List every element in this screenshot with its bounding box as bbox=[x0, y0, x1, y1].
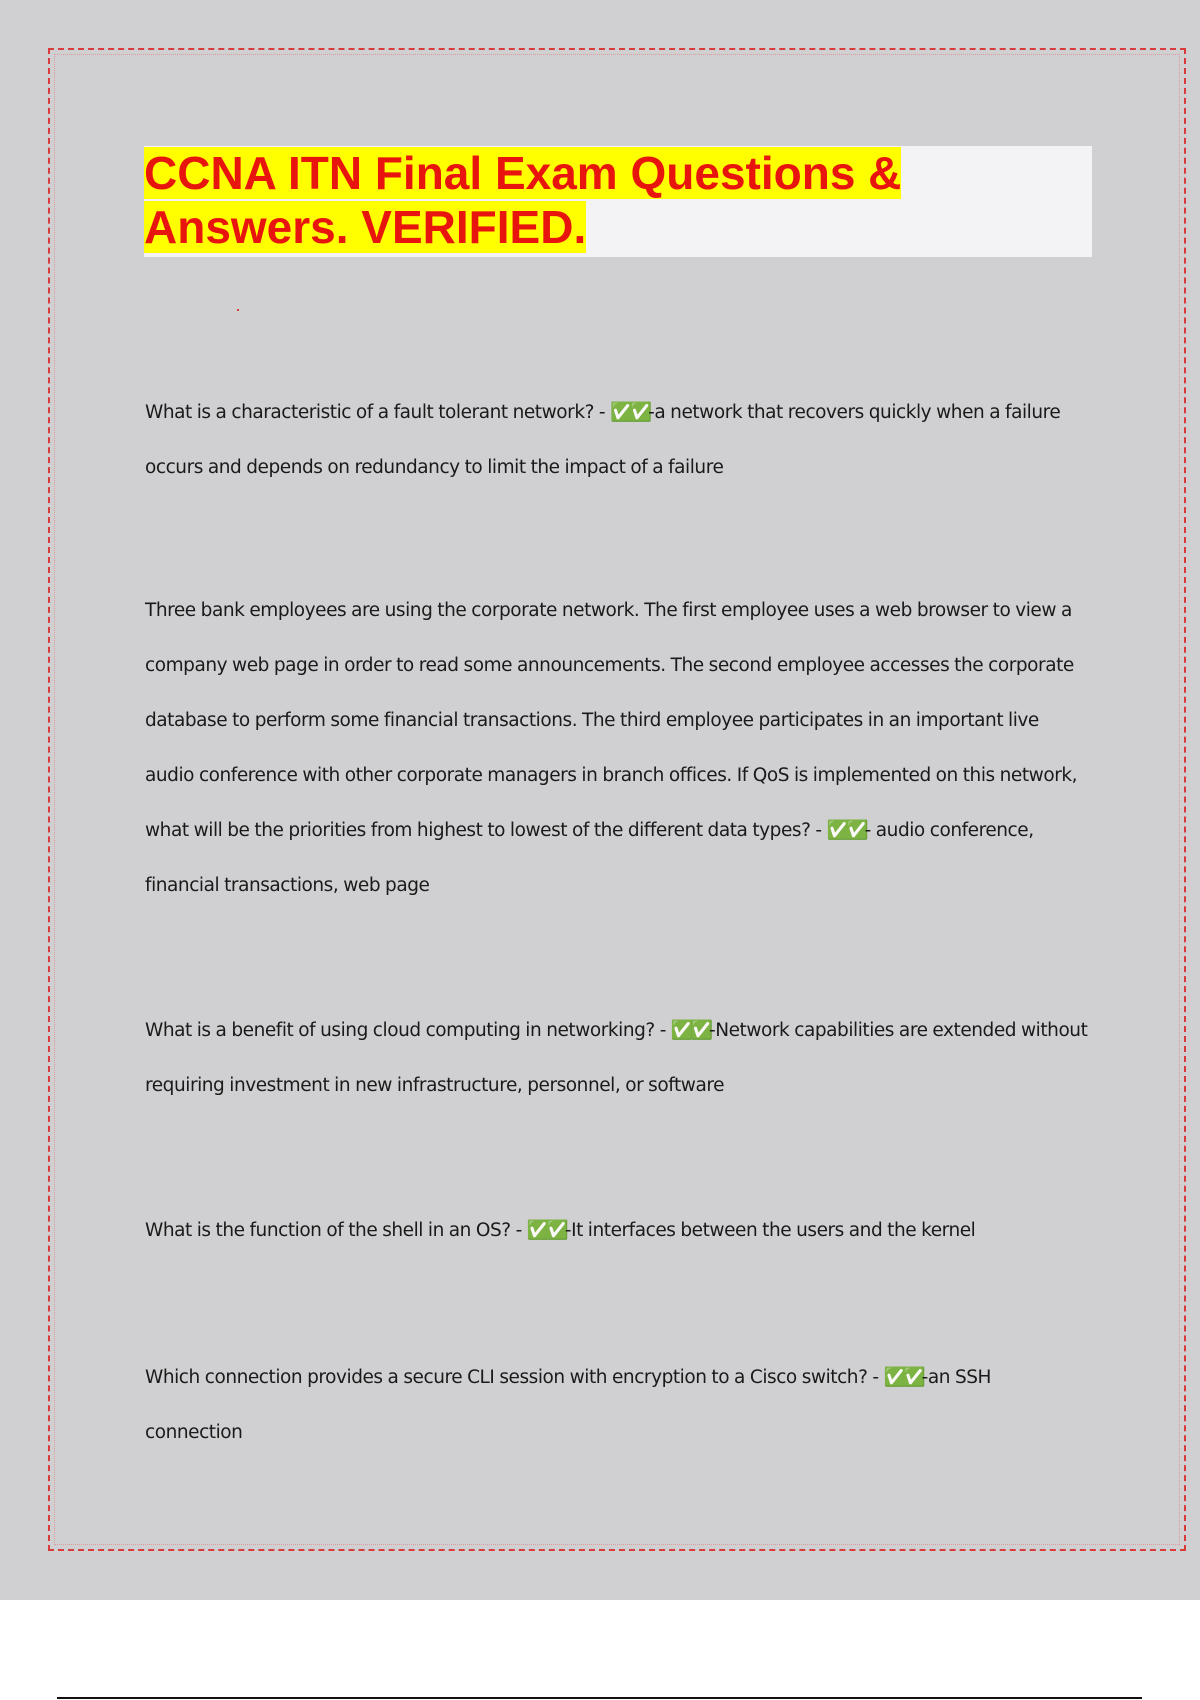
qa-item-4 bbox=[145, 1203, 1090, 1258]
question-text: Three bank employees are using the corporate network. The first employee uses a web browser to view a company web page in order to read some announcements. The second employee accesses the corporate database to perform some financial transactions. The third employee participates in an important live audio conference with other corporate managers in branch offices. If QoS is implemented on this network, what will be the priorities from highest to lowest of the different data types? - bbox=[145, 600, 1078, 841]
question-text: What is a benefit of using cloud computing in networking? - bbox=[145, 1020, 666, 1041]
qa-item-2 bbox=[145, 583, 1090, 913]
title-line-1: CCNA ITN Final Exam Questions & bbox=[144, 147, 902, 199]
answer-text: - audio conference, financial transactions, web page bbox=[145, 820, 1034, 896]
check-icon: ✅✅ bbox=[826, 820, 865, 841]
qa-item-3 bbox=[145, 1003, 1090, 1113]
check-icon: ✅✅ bbox=[883, 1367, 922, 1388]
answer-text: -Network capabilities are extended without requiring investment in new infrastructure, personnel, or software bbox=[145, 1020, 1088, 1096]
question-text: Which connection provides a secure CLI session with encryption to a Cisco switch? - bbox=[145, 1367, 879, 1388]
footer-rule bbox=[57, 1697, 1142, 1699]
title-line-2: Answers. VERIFIED. bbox=[144, 201, 587, 253]
question-text: What is a characteristic of a fault tolerant network? - bbox=[145, 402, 606, 423]
stray-mark bbox=[237, 309, 239, 311]
question-text: What is the function of the shell in an OS? - bbox=[145, 1220, 522, 1241]
answer-text: -an SSH connection bbox=[145, 1367, 991, 1443]
answer-text: -It interfaces between the users and the kernel bbox=[564, 1220, 976, 1241]
qa-item-5 bbox=[145, 1350, 1090, 1460]
check-icon: ✅✅ bbox=[610, 402, 649, 423]
check-icon: ✅✅ bbox=[670, 1020, 709, 1041]
qa-item-1 bbox=[145, 385, 1090, 495]
check-icon: ✅✅ bbox=[526, 1220, 565, 1241]
document-title bbox=[144, 146, 1092, 254]
answer-text: -a network that recovers quickly when a failure occurs and depends on redundancy to limit the impact of a failure bbox=[145, 402, 1061, 478]
